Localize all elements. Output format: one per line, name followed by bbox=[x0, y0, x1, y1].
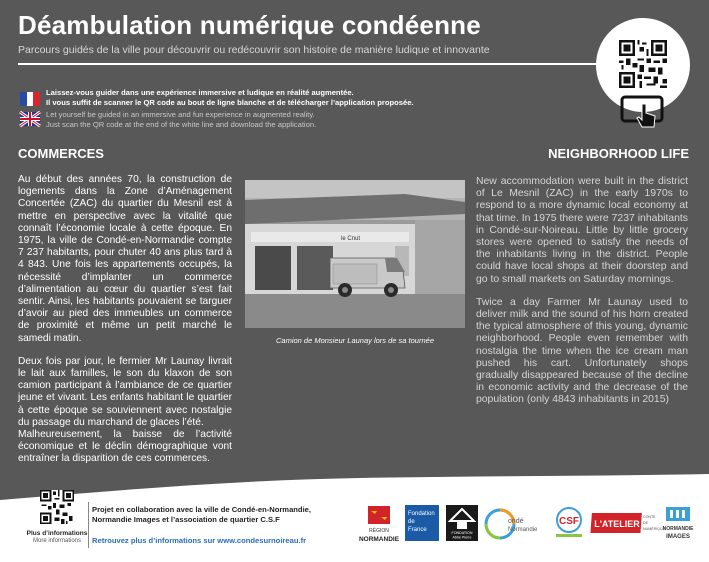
uk-flag-icon bbox=[20, 112, 40, 126]
csf-logo bbox=[552, 505, 586, 541]
info-qr-code-icon[interactable] bbox=[40, 490, 74, 524]
french-paragraph-3: Malheureusement, la baisse de l’activité économique et le déclin démographique vont entraîner la disparition de ces commerces. bbox=[18, 429, 232, 465]
region-bottom-text: NORMANDIE bbox=[358, 536, 400, 543]
intro-english-line1: Let yourself be guided in an immersive and fun experience in augmented reality. bbox=[46, 110, 315, 119]
qr-code-icon[interactable] bbox=[619, 40, 667, 88]
fondation-line2: de bbox=[408, 519, 415, 525]
page-title: Déambulation numérique condéenne bbox=[18, 10, 481, 40]
intro-french-line1: Laissez-vous guider dans une expérience immersive et ludique en réalité augmentée. bbox=[46, 88, 354, 97]
english-paragraph-1: New accommodation were built in the district of Le Mesnil (ZAC) in the early 1970s to respond to a more dynamic local economy at that time. In 1975 there were 7237 inhabitants in Condé-sur-Noireau. Little by little grocery stores were opened to satisfy the needs of the inhabitants living in the district. People could have local shops at their doorstep and go to small markets on Saturday mornings. bbox=[476, 176, 688, 285]
atelier-sub1: CONTE bbox=[643, 515, 656, 519]
fondation-line1: Fondation bbox=[408, 511, 435, 517]
ni-line2: IMAGES bbox=[666, 534, 690, 540]
ni-line1: NORMANDIE bbox=[662, 526, 694, 532]
conde-normandie-logo bbox=[484, 505, 546, 543]
footer-divider bbox=[88, 502, 89, 548]
white-guide-line bbox=[18, 63, 598, 65]
atelier-text: L'ATELIER bbox=[594, 519, 640, 529]
intro-french-line2: Il vous suffit de scanner le QR code au bout de ligne blanche et de télécharger l’application proposée. bbox=[46, 98, 414, 107]
intro-english bbox=[46, 110, 316, 130]
french-paragraph-1: Au début des années 70, la construction de logements dans la Zone d’Aménagement Concertée (ZAC) du quartier du Mesnil est à mettre en perspective avec la vitalité que connaît l’économie locale à cette époque. En 1975, la ville de Condé-en-Normandie compte 7 237 habitants, pour chuter 40 ans plus tard à 4 843. Une fois les appartements occupés, la nécessité d’implanter un commerce d’alimentation au cœur du quartier s’est fait sentir. Ainsi, les habitants pouvaient se targuer d’avoir au pied des immeubles un commerce de proximité et même un petit marché le samedi matin. bbox=[18, 174, 232, 344]
atelier-logo bbox=[592, 511, 665, 537]
fondation-abbe-pierre-logo bbox=[446, 505, 478, 541]
atelier-sub2: DE bbox=[643, 521, 648, 525]
intro-english-line2: Just scan the QR code at the end of the white line and download the application. bbox=[46, 120, 317, 129]
region-normandie-logo bbox=[360, 506, 398, 546]
section-heading-commerces: COMMERCES bbox=[18, 146, 104, 161]
atelier-sub3: NUMÉRIQUE bbox=[643, 527, 665, 531]
english-paragraph-2: Twice a day Farmer Mr Launay used to deliver milk and the sound of his horn created the typical atmosphere of this young, dynamic neighborhood. People even remember with nostalgia the time when the ice cream man pushed his cart. Unfortunately shops gradually disappeared because of the decline in economic activity and the decrease of the population (only 4843 inhabitants in 2015) bbox=[476, 296, 688, 406]
tap-phone-icon bbox=[620, 94, 666, 128]
photo-shop-sign: le Cnut bbox=[341, 236, 361, 242]
abbe-line1: FONDATION bbox=[451, 531, 473, 535]
more-info-label-fr: Plus d’informations bbox=[26, 530, 88, 537]
project-line-2: Normandie Images et l’association de quartier C.S.F bbox=[92, 515, 280, 524]
historic-photo bbox=[245, 180, 465, 328]
project-credits bbox=[92, 505, 352, 525]
page-subtitle: Parcours guidés de la ville pour découvrir ou redécouvrir son histoire de manière ludique et innovante bbox=[18, 44, 490, 56]
region-top-text: RÉGION bbox=[369, 528, 389, 534]
section-heading-neighborhood: NEIGHBORHOOD LIFE bbox=[548, 146, 689, 161]
website-link[interactable]: Retrouvez plus d’informations sur www.condesurnoireau.fr bbox=[92, 536, 307, 545]
more-info-label-en: More informations bbox=[32, 538, 82, 544]
french-paragraph-2: Deux fois par jour, le fermier Mr Launay livrait le lait aux familles, le son du klaxon de son camion participant à l’ambiance de ce quartier jeune et vivant. Les enfants habitant le quartier à cette époque se souviennent avec nostalgie du passage du marchand de glaces l’été. bbox=[18, 355, 232, 428]
conde-line1: ondé bbox=[508, 518, 524, 525]
french-flag-icon bbox=[20, 92, 40, 106]
abbe-line2: Abbé Pierre bbox=[452, 535, 472, 540]
fondation-de-france-logo bbox=[405, 505, 439, 541]
english-text-block bbox=[476, 176, 688, 418]
french-text-block bbox=[18, 174, 232, 477]
csf-text: CSF bbox=[559, 516, 579, 527]
project-line-1: Projet en collaboration avec la ville de Condé-en-Normandie, bbox=[92, 505, 312, 514]
fondation-line3: France bbox=[408, 527, 427, 533]
photo-caption: Camion de Monsieur Launay lors de sa tournée bbox=[275, 336, 434, 345]
normandie-images-logo bbox=[660, 505, 696, 543]
intro-french bbox=[46, 88, 414, 108]
conde-line2: Normandie bbox=[508, 527, 538, 533]
